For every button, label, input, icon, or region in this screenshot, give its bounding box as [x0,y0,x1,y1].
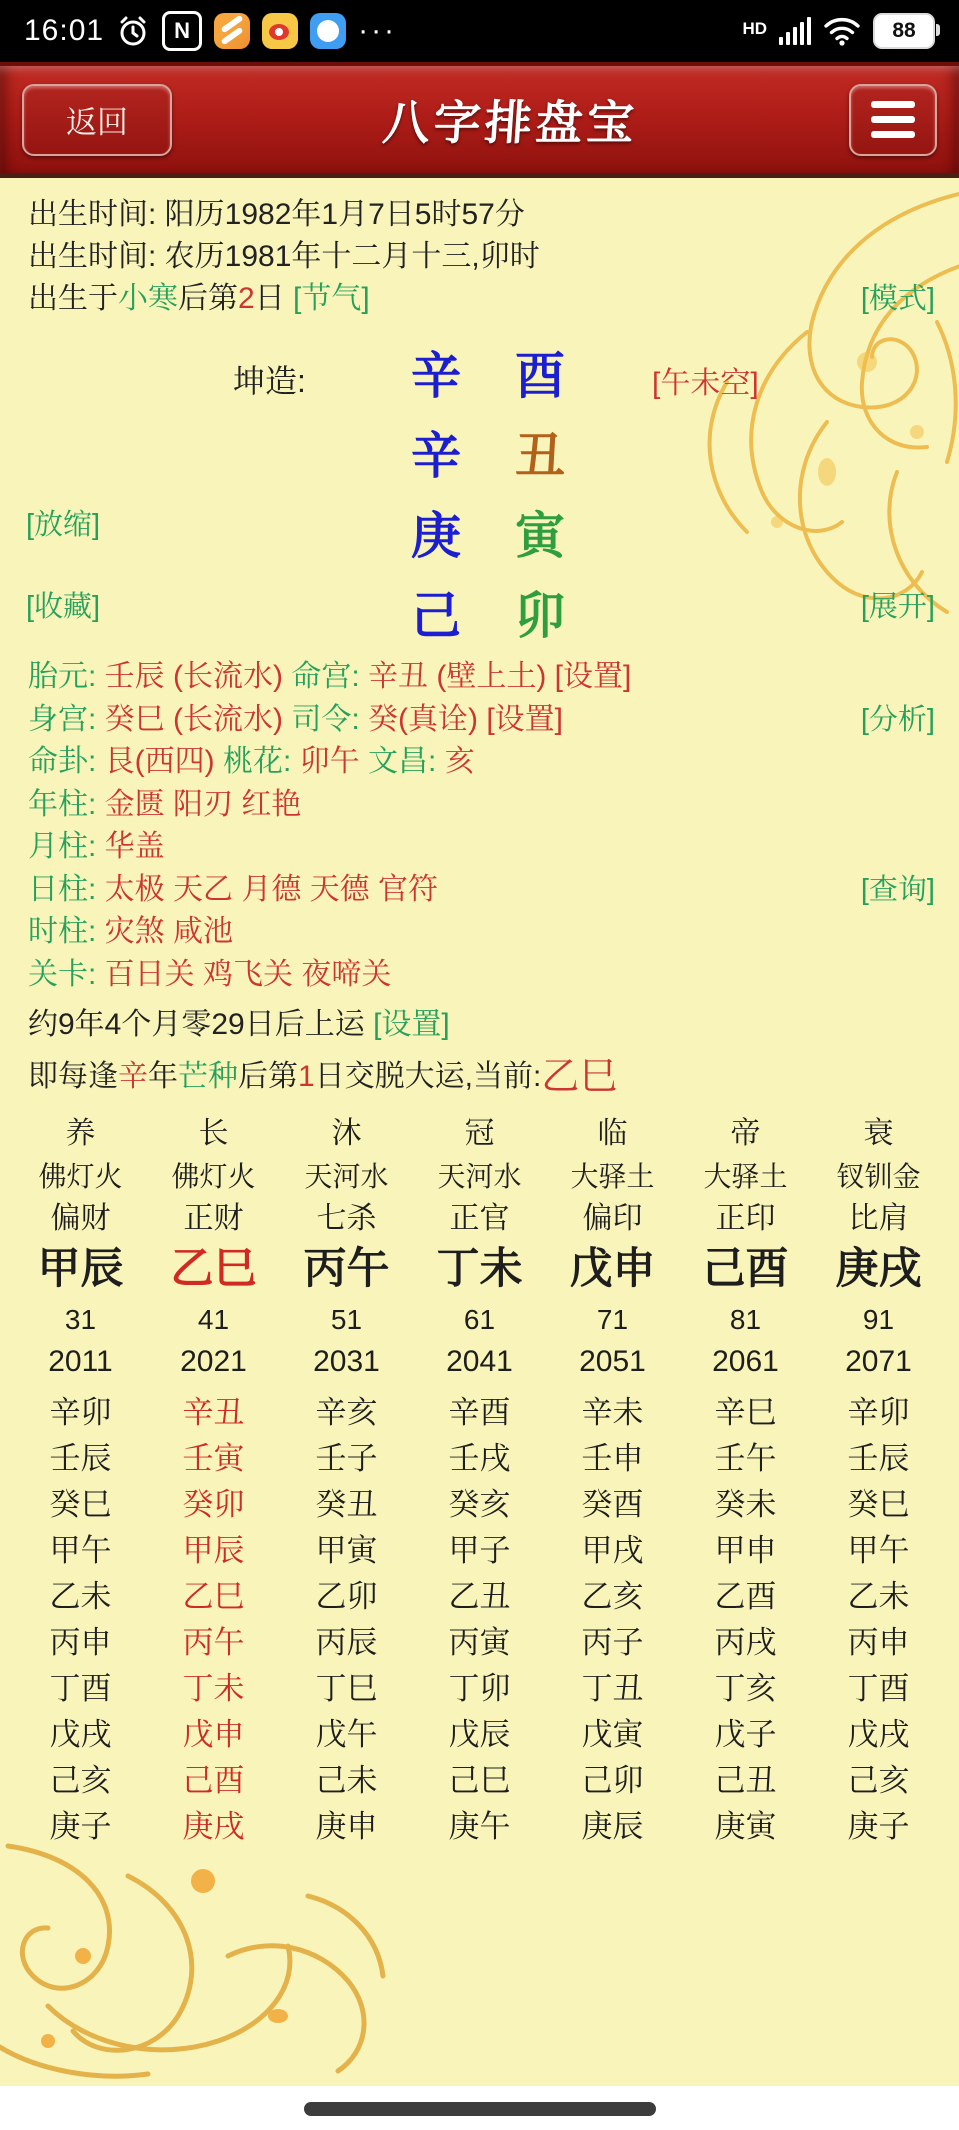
dayun-start-year: 2071 [845,1345,912,1378]
text-segment: 芒种 [178,1060,238,1093]
liunian-year: 甲寅 [315,1533,378,1568]
detail-section [0,656,959,996]
liunian-year: 乙未 [847,1579,910,1614]
solar-term-text [28,282,370,315]
detail-text [28,873,438,906]
dayun-start-age: 51 [330,1304,363,1335]
dayun-column-己酉[interactable] [679,1112,812,1850]
detail-row-taiyuan [28,656,935,699]
link-label[interactable]: [分析] [860,703,935,736]
dayun-table [0,1112,959,1850]
dayun-stage: 临 [597,1117,628,1150]
chart-content [0,178,959,2086]
detail-text [28,660,631,693]
liunian-year: 乙亥 [581,1579,644,1614]
liunian-year: 癸丑 [315,1487,378,1522]
liunian-year: 庚辰 [581,1809,644,1844]
text-segment: 亥 [444,745,475,778]
text-segment: 桃花: [223,745,300,778]
text-segment: 百日关 鸡飞关 夜啼关 [104,957,392,991]
birth-info [0,178,959,320]
status-bar [0,0,959,62]
dayun-start-year: 2061 [712,1345,779,1378]
text-segment: 约9年4个月零29日后上运 [28,1008,374,1041]
dayun-column-丁未[interactable] [413,1112,546,1850]
dayun-stage: 帝 [730,1117,761,1150]
link-label[interactable]: [设置] [373,1008,450,1041]
text-segment: 艮(西四) [104,745,223,778]
liunian-year: 己未 [315,1763,378,1798]
text-segment: 小寒 [118,282,178,315]
dayun-start-year: 2041 [446,1345,513,1378]
text-segment: 乙巳 [541,1056,618,1098]
luck-change-line [28,1050,931,1104]
liunian-year: 乙未 [49,1579,112,1614]
text-segment: 金匮 阳刃 红艳 [104,787,302,821]
dayun-column-乙巳[interactable] [147,1112,280,1850]
text-segment: 1 [298,1060,315,1093]
mode-link[interactable]: [模式] [860,283,935,315]
liunian-year: 丁卯 [448,1671,511,1706]
dayun-start-age: 81 [729,1304,762,1335]
liunian-year: 乙巳 [182,1579,245,1614]
pillar-branch: 卯 [515,588,565,644]
dayun-nayin: 钗钏金 [836,1161,921,1192]
dayun-start-year: 2011 [48,1345,113,1378]
battery-icon [873,13,935,49]
dayun-start-year: 2031 [313,1345,380,1378]
dayun-nayin: 天河水 [304,1161,389,1192]
text-segment: 日 [254,282,294,315]
liunian-year: 庚午 [448,1809,511,1844]
battery-level: 88 [892,19,916,42]
liunian-list [546,1390,679,1850]
liunian-year: 丙寅 [448,1625,511,1660]
liunian-year: 丁丑 [581,1671,644,1706]
dayun-stage: 冠 [464,1117,495,1150]
home-bar-area [0,2086,959,2130]
liunian-year: 丁亥 [714,1671,777,1706]
liunian-year: 乙丑 [448,1579,511,1614]
liunian-list [812,1390,945,1850]
liunian-year: 壬戌 [448,1441,511,1476]
liunian-year: 己巳 [448,1763,511,1798]
text-segment: 灾煞 咸池 [104,915,234,948]
liunian-year: 己卯 [581,1763,644,1798]
liunian-year: 乙酉 [714,1579,777,1614]
detail-text [28,958,391,991]
birth-time-solar [28,194,935,236]
liunian-year: 辛丑 [182,1395,245,1430]
text-segment: 后第 [238,1060,298,1093]
liunian-year: 辛巳 [714,1395,777,1430]
liunian-year: 己酉 [182,1763,245,1798]
liunian-year: 庚戌 [182,1809,245,1844]
birth-time-lunar [28,236,935,278]
text-segment: 出生时间: 阳历1982年1月7日5时57分 [28,198,525,231]
liunian-list [679,1390,812,1850]
text-segment: 辛 [118,1060,148,1093]
liunian-year: 辛卯 [49,1395,112,1430]
wifi-icon [823,16,861,46]
dayun-column-庚戌[interactable] [812,1112,945,1850]
liunian-year: 戊午 [315,1717,378,1752]
detail-row-shengong [28,699,935,742]
liunian-year: 壬子 [315,1441,378,1476]
liunian-year: 己丑 [714,1763,777,1798]
dayun-nayin: 大驿土 [703,1161,788,1192]
dayun-pillar: 乙巳 [170,1245,257,1293]
detail-text [28,745,475,778]
text-segment: 命宫: [291,660,368,693]
dayun-nayin: 佛灯火 [38,1161,123,1192]
pillar-row-3 [0,568,959,648]
dayun-pillar: 己酉 [702,1245,789,1293]
liunian-year: 丙申 [847,1625,910,1660]
text-segment: 身宫: [28,702,105,736]
liunian-year: 癸巳 [49,1487,112,1522]
detail-row-guanka [28,954,935,997]
liunian-year: 戊子 [714,1717,777,1752]
messages-app-icon [310,13,346,49]
liunian-year: 癸亥 [448,1487,511,1522]
dayun-nayin: 大驿土 [570,1161,655,1192]
notification-app-icon [214,13,250,49]
back-button[interactable]: 返回 [22,84,172,156]
dayun-stage: 沐 [331,1117,362,1150]
more-notifications-icon: ··· [358,14,398,47]
dayun-start-year: 2051 [579,1345,646,1378]
liunian-year: 甲子 [448,1533,511,1568]
liunian-year: 己亥 [847,1763,910,1798]
text-segment: 太极 天乙 月德 天德 官符 [104,872,439,906]
dayun-start-age: 61 [463,1304,496,1335]
detail-text [28,703,563,736]
liunian-year: 甲辰 [182,1533,245,1568]
dayun-stage: 养 [65,1117,96,1150]
dayun-start-age: 31 [64,1304,97,1335]
liunian-year: 丁酉 [847,1671,910,1706]
text-segment: 关卡: [28,957,105,991]
expand-link[interactable]: [展开] [860,591,935,623]
text-segment: 壬辰 (长流水) [104,660,292,693]
app-header [0,62,959,178]
liunian-year: 辛卯 [847,1395,910,1430]
void-branches-label: [午未空] [652,367,759,400]
liunian-year: 癸酉 [581,1487,644,1522]
hamburger-icon [871,101,915,108]
birth-solar-term [28,278,935,320]
dayun-shishen: 正印 [715,1202,776,1235]
four-pillars [0,320,959,656]
text-segment: 辛丑 (壁上土) [368,660,555,693]
liunian-year: 辛未 [581,1395,644,1430]
dayun-shishen: 正官 [449,1202,510,1235]
pillar-branch: 酉 [515,348,565,404]
liunian-year: 戊申 [182,1717,245,1752]
pillar-rows [0,328,959,648]
pillar-stem: 庚 [411,508,461,564]
liunian-year: 戊辰 [448,1717,511,1752]
liunian-year: 丙子 [581,1625,644,1660]
favorite-link[interactable]: [收藏] [26,591,101,623]
clock-time: 16:01 [24,14,105,47]
dayun-shishen: 比肩 [848,1202,909,1235]
dayun-stage: 长 [198,1117,229,1150]
dayun-start-age: 71 [596,1304,629,1335]
text-segment: 即每逢 [28,1060,118,1093]
text-segment: 文昌: [368,745,445,778]
text-segment: 年柱: [28,787,105,821]
luck-start-line [28,1000,931,1050]
link-label[interactable]: [查询] [860,873,935,906]
dayun-start-age: 41 [197,1304,230,1335]
hd-indicator: HD [742,19,767,38]
menu-button[interactable] [849,84,937,156]
liunian-year: 丁巳 [315,1671,378,1706]
dayun-column-丙午[interactable] [280,1112,413,1850]
dayun-shishen: 偏财 [50,1202,111,1235]
pillar-branch: 丑 [515,428,565,484]
liunian-year: 癸巳 [847,1487,910,1522]
text-segment: 华盖 [104,830,165,863]
liunian-year: 庚子 [847,1809,910,1844]
text-segment: 出生于 [28,282,118,315]
liunian-year: 壬午 [714,1441,777,1476]
dayun-pillar: 丙午 [303,1245,390,1293]
pillar-row-2 [0,488,959,568]
liunian-list [280,1390,413,1850]
text-segment: 命卦: [28,745,105,778]
dayun-start-age: 91 [862,1304,895,1335]
text-segment: 年 [148,1060,178,1093]
dragon-decoration [0,1836,458,2086]
page-title: 八字排盘宝 [380,96,640,151]
text-segment: 司令: [291,702,368,736]
dayun-start-year: 2021 [180,1345,247,1378]
text-segment: 时柱: [28,915,105,948]
liunian-list [413,1390,546,1850]
liunian-year: 庚寅 [714,1809,777,1844]
liunian-list [147,1390,280,1850]
dayun-nayin: 佛灯火 [171,1161,256,1192]
text-segment: 后第 [178,282,238,315]
dayun-column-甲辰[interactable] [14,1112,147,1850]
detail-text [28,788,301,821]
text-segment: 月柱: [28,830,105,863]
dayun-pillar: 戊申 [569,1245,656,1293]
liunian-year: 壬申 [581,1441,644,1476]
alarm-clock-icon [116,14,150,48]
zoom-link[interactable]: [放缩] [26,509,101,541]
text-segment: 日柱: [28,872,105,906]
liunian-year: 己亥 [49,1763,112,1798]
pillar-stem: 辛 [411,348,461,404]
liunian-year: 丙午 [182,1625,245,1660]
liunian-year: 辛酉 [448,1395,511,1430]
liunian-year: 丁酉 [49,1671,112,1706]
detail-row-nianzhu [28,784,935,827]
liunian-year: 壬辰 [847,1441,910,1476]
chart-owner-label: 坤造: [233,363,306,399]
liunian-year: 辛亥 [315,1395,378,1430]
link-label[interactable]: [设置] [486,702,563,736]
detail-text [28,830,165,863]
dayun-stage: 衰 [863,1117,894,1150]
detail-text [28,915,233,948]
dayun-shishen: 正财 [183,1202,244,1235]
dayun-nayin: 天河水 [437,1161,522,1192]
pillar-stem: 己 [411,588,461,644]
liunian-year: 丙辰 [315,1625,378,1660]
link-label[interactable]: [设置] [554,660,632,693]
dayun-pillar: 甲辰 [37,1245,124,1293]
detail-row-rizhu [28,869,935,912]
weibo-icon [262,13,298,49]
pillar-stem: 辛 [411,428,461,484]
liunian-year: 甲午 [49,1533,112,1568]
liunian-year: 壬寅 [182,1441,245,1476]
dayun-shishen: 偏印 [582,1202,643,1235]
detail-row-yuezhu [28,826,935,869]
text-segment: 日交脱大运,当前: [314,1060,542,1093]
liunian-year: 戊戌 [49,1717,112,1752]
liunian-year: 庚子 [49,1809,112,1844]
liunian-year: 戊戌 [847,1717,910,1752]
liunian-year: 壬辰 [49,1441,112,1476]
liunian-year: 甲戌 [581,1533,644,1568]
signal-strength-icon [779,17,811,45]
detail-row-shizhu [28,911,935,954]
pillar-row-0 [0,328,959,408]
liunian-year: 甲午 [847,1533,910,1568]
text-segment: 卯午 [299,745,369,778]
liunian-year: 戊寅 [581,1717,644,1752]
liunian-list [14,1390,147,1850]
home-indicator[interactable] [304,2102,656,2116]
liunian-year: 丁未 [182,1671,245,1706]
dayun-pillar: 庚戌 [835,1245,922,1293]
link-label[interactable]: [节气] [293,282,370,315]
detail-row-minggua [28,741,935,784]
dayun-shishen: 七杀 [316,1202,377,1235]
pillar-branch: 寅 [515,508,565,564]
liunian-year: 甲申 [714,1533,777,1568]
dayun-pillar: 丁未 [436,1245,523,1293]
text-segment: 出生时间: 农历1981年十二月十三,卯时 [28,240,540,273]
liunian-year: 丙申 [49,1625,112,1660]
dayun-column-戊申[interactable] [546,1112,679,1850]
liunian-year: 癸未 [714,1487,777,1522]
text-segment: 2 [238,282,255,315]
text-segment: 癸(真诠) [368,702,487,736]
text-segment: 胎元: [28,660,105,693]
liunian-year: 丙戌 [714,1625,777,1660]
liunian-year: 庚申 [315,1809,378,1844]
pillar-row-1 [0,408,959,488]
text-segment: 癸巳 (长流水) [104,702,292,736]
liunian-year: 癸卯 [182,1487,245,1522]
nfc-icon: N [162,11,202,51]
liunian-year: 乙卯 [315,1579,378,1614]
